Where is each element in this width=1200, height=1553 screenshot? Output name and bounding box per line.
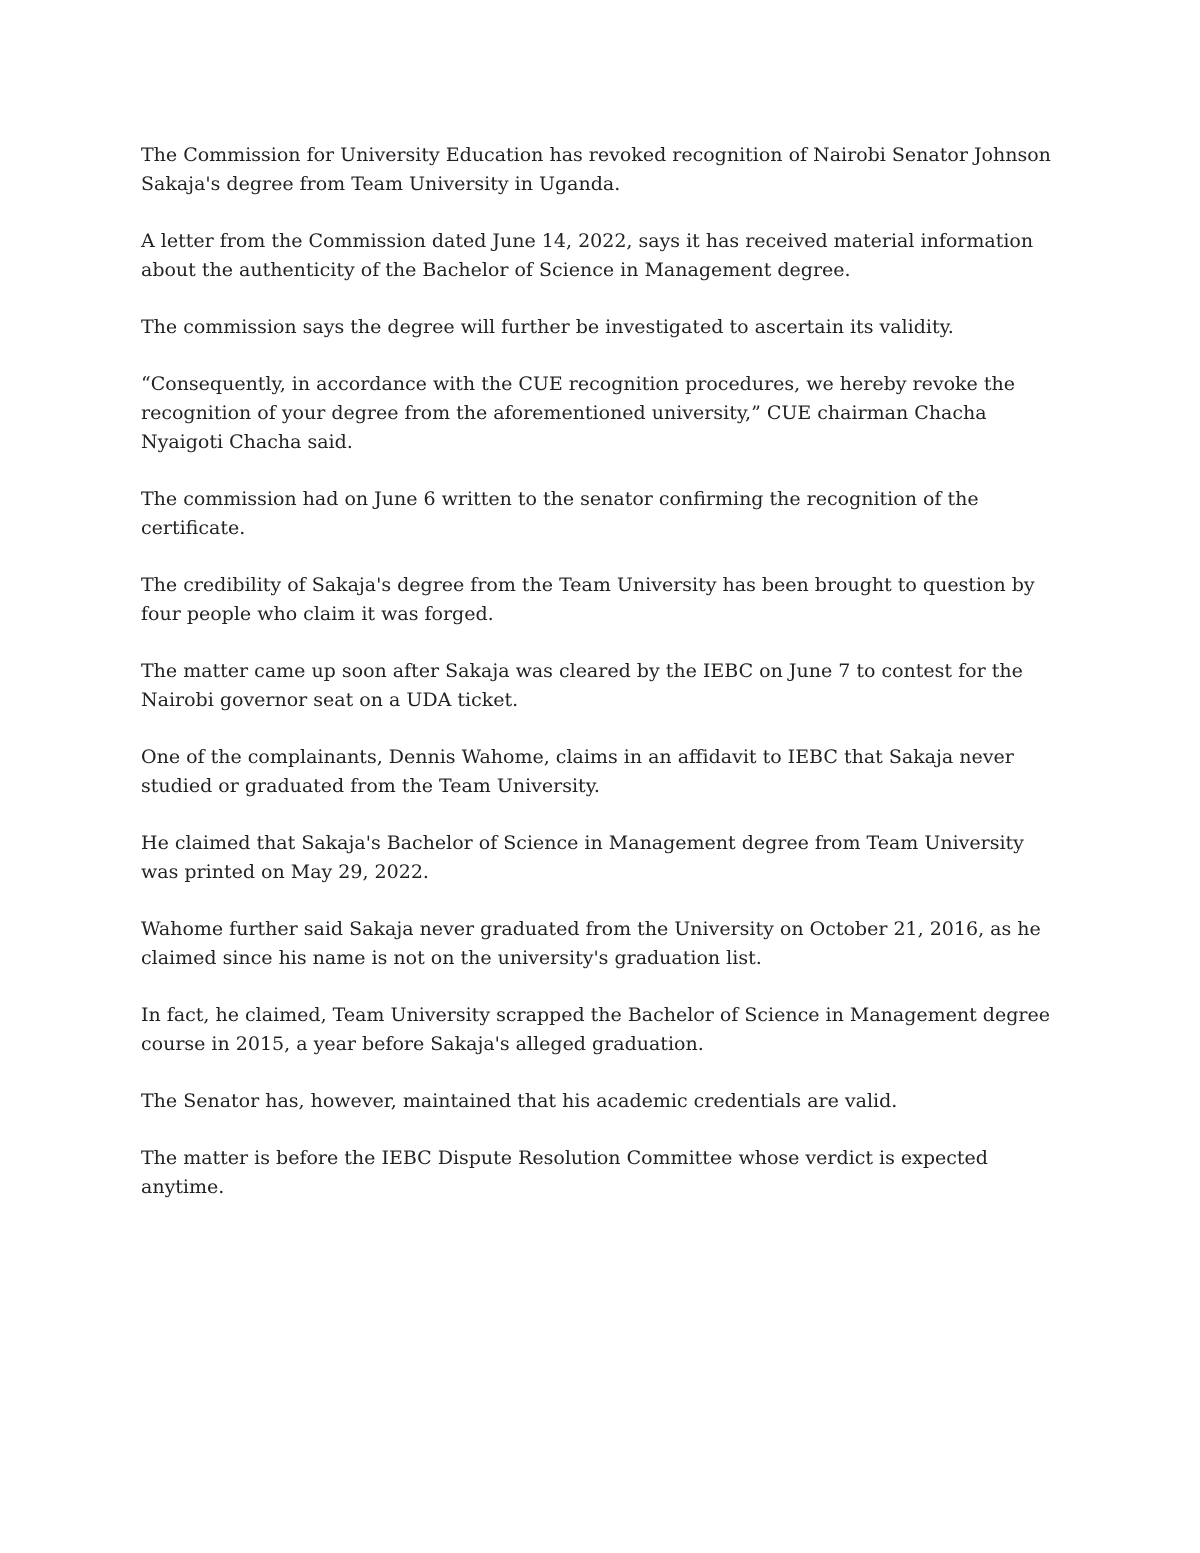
paragraph-4: “Consequently, in accordance with the CUE recognition procedures, we hereby revoke the recognition of your degree from the aforementioned university,” CUE chairman Chacha Nyaigoti Chacha said. — [141, 373, 1015, 453]
paragraph-13: The matter is before the IEBC Dispute Resolution Committee whose verdict is expected anytime. — [141, 1147, 988, 1198]
paragraph-2: A letter from the Commission dated June 14, 2022, says it has received material information about the authenticity of the Bachelor of Science in Management degree. — [141, 230, 1034, 281]
paragraph-1: The Commission for University Education has revoked recognition of Nairobi Senator Johnson Sakaja's degree from Team University in Uganda. — [141, 144, 1051, 195]
paragraph-8: One of the complainants, Dennis Wahome, claims in an affidavit to IEBC that Sakaja never studied or graduated from the Team University. — [141, 746, 1014, 797]
paragraph-9: He claimed that Sakaja's Bachelor of Science in Management degree from Team University was printed on May 29, 2022. — [141, 832, 1024, 883]
paragraph-12: The Senator has, however, maintained that his academic credentials are valid. — [141, 1090, 898, 1112]
paragraph-3: The commission says the degree will further be investigated to ascertain its validity. — [141, 316, 954, 338]
paragraph-11: In fact, he claimed, Team University scrapped the Bachelor of Science in Management degree course in 2015, a year before Sakaja's alleged graduation. — [141, 1004, 1050, 1055]
paragraph-5: The commission had on June 6 written to the senator confirming the recognition of the certificate. — [141, 488, 979, 539]
paragraph-7: The matter came up soon after Sakaja was cleared by the IEBC on June 7 to contest for the Nairobi governor seat on a UDA ticket. — [141, 660, 1023, 711]
paragraph-6: The credibility of Sakaja's degree from the Team University has been brought to question by four people who claim it was forged. — [141, 574, 1035, 625]
paragraph-10: Wahome further said Sakaja never graduated from the University on October 21, 2016, as he claimed since his name is not on the university's graduation list. — [141, 918, 1041, 969]
article-body — [141, 141, 1061, 1230]
